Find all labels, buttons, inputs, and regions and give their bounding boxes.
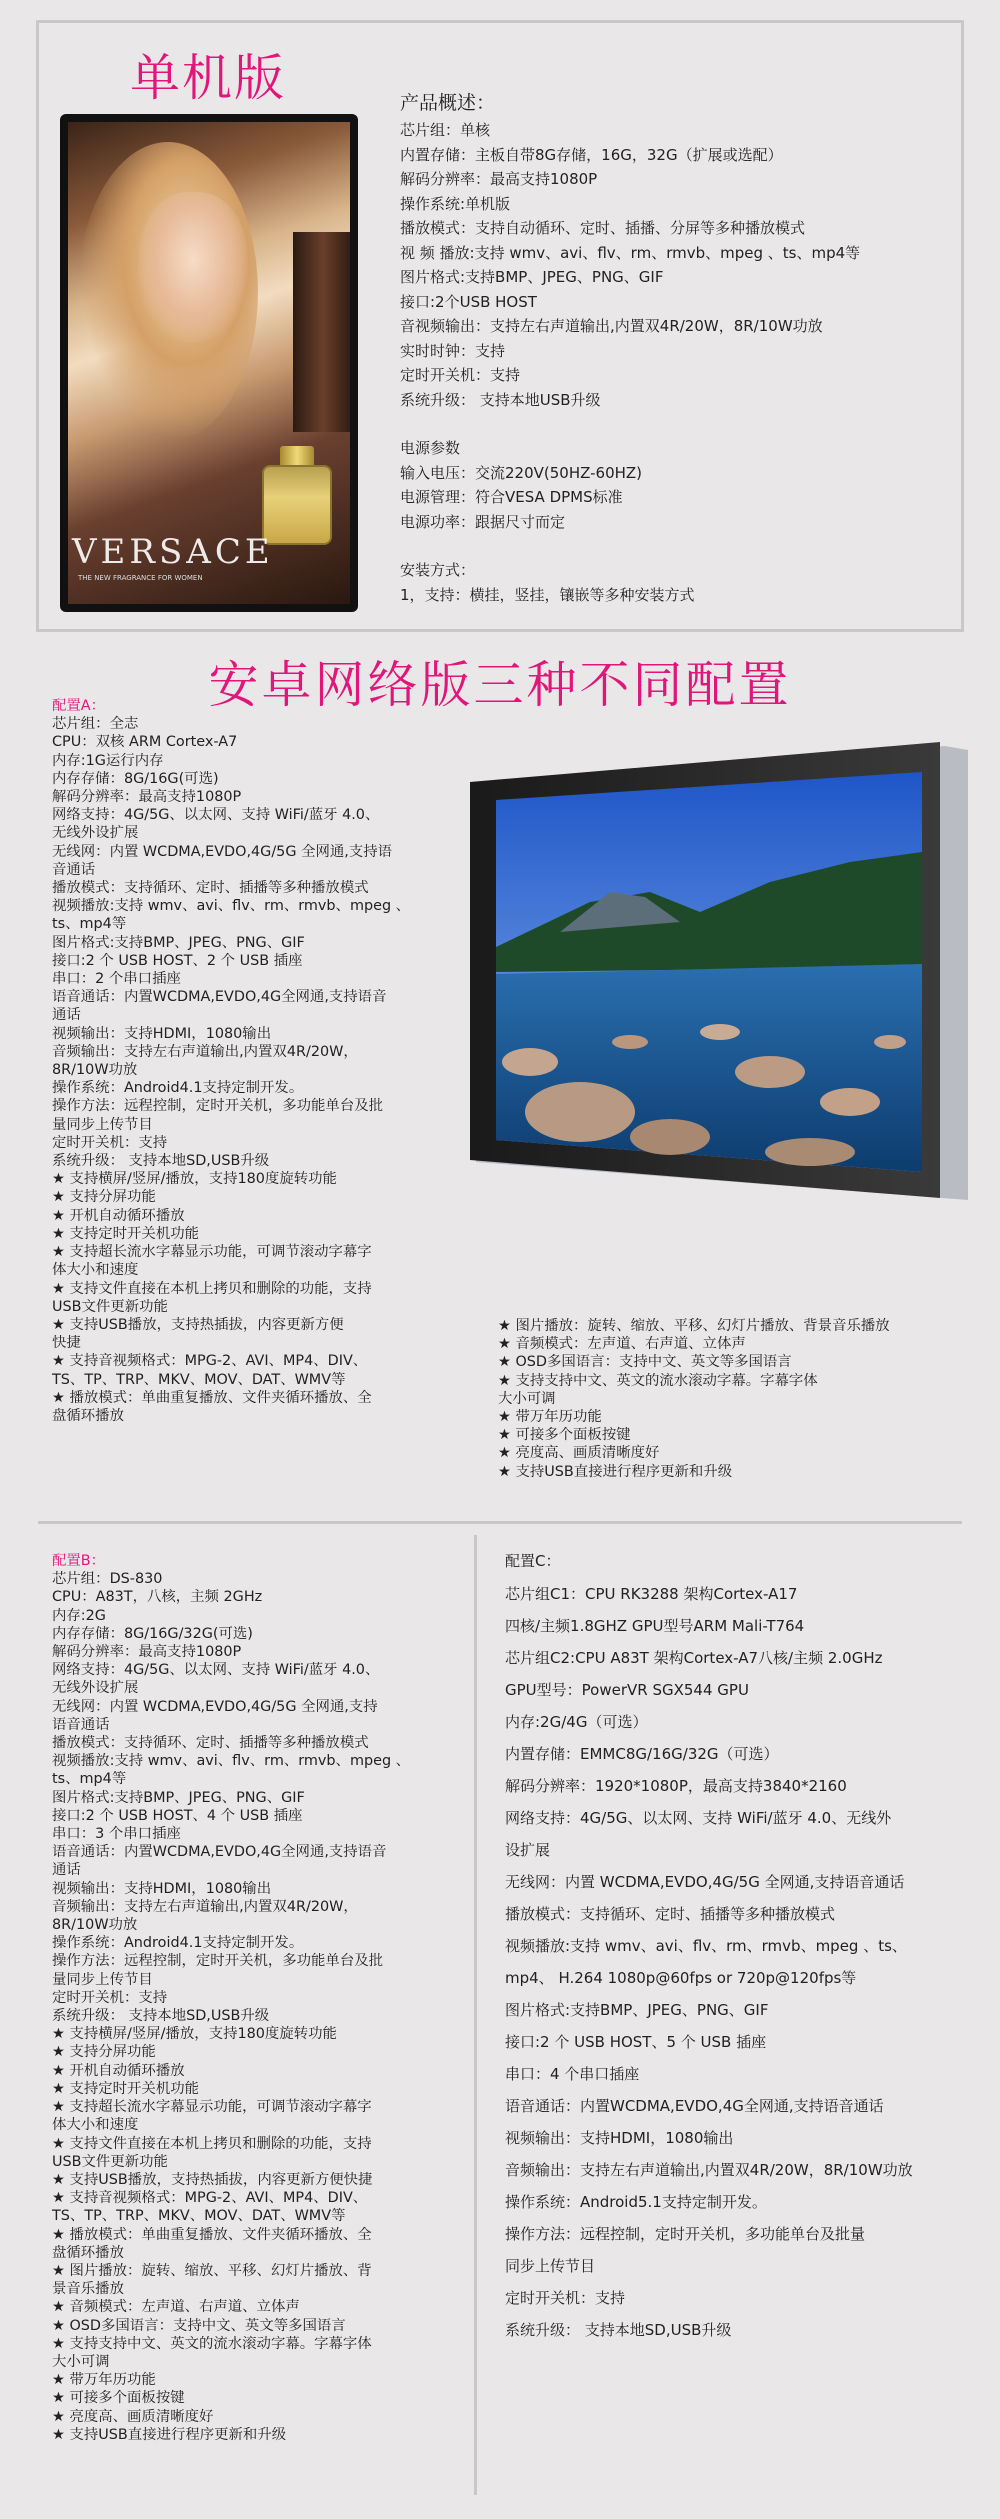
- spec-line: 定时开关机：支持: [400, 366, 521, 384]
- config-c-line: 操作系统：Android5.1支持定制开发。: [505, 2193, 767, 2211]
- config-a-line: 快捷: [52, 1335, 81, 1352]
- config-b-line: 内存:2G: [52, 1607, 106, 1624]
- config-a-line: ★ 支持文件直接在本机上拷贝和删除的功能，支持: [52, 1280, 372, 1297]
- spec-line: 接口:2个USB HOST: [400, 292, 537, 311]
- config-b-line: ★ 可接多个面板按键: [52, 2390, 185, 2407]
- config-b-line: USB文件更新功能: [52, 2153, 168, 2170]
- config-c-block: [505, 1550, 913, 2346]
- config-a-line: 接口:2 个 USB HOST、2 个 USB 插座: [52, 952, 303, 969]
- power-line: 输入电压：交流220V(50HZ-60HZ): [400, 463, 643, 482]
- config-c-line: 操作方法：远程控制，定时开关机，多功能单台及批量: [505, 2225, 866, 2243]
- config-b-line: 8R/10W功放: [52, 1917, 138, 1934]
- config-a-line: 播放模式：支持循环、定时、插播等多种播放模式: [52, 880, 369, 897]
- spec-line: 系统升级： 支持本地USB升级: [400, 390, 601, 409]
- config-a-label: 配置A：: [52, 698, 106, 714]
- config-b-line: 无线外设扩展: [52, 1680, 139, 1697]
- config-b-label: 配置B：: [52, 1553, 106, 1569]
- config-b-line: ★ 支持支持中文、英文的流水滚动字幕。字幕字体: [52, 2335, 372, 2352]
- config-a-line: ★ 支持定时开关机功能: [52, 1225, 199, 1242]
- overview-heading: 产品概述：: [400, 92, 496, 114]
- config-c-line: GPU型号：PowerVR SGX544 GPU: [505, 1681, 749, 1699]
- config-b-line: 播放模式：支持循环、定时、插播等多种播放模式: [52, 1735, 369, 1752]
- config-b-line: 内存存储：8G/16G/32G(可选): [52, 1625, 253, 1642]
- config-a-line: 无线网：内置 WCDMA,EVDO,4G/5G 全网通,支持语: [52, 843, 392, 860]
- config-a-line: 定时开关机：支持: [52, 1134, 168, 1151]
- config-c-line: 播放模式：支持循环、定时、插播等多种播放模式: [505, 1905, 836, 1923]
- ad-brand-logo: VERSACE: [72, 532, 274, 572]
- config-c-line: 图片格式:支持BMP、JPEG、PNG、GIF: [505, 2001, 769, 2019]
- config-b-line: 语音通话: [52, 1716, 110, 1733]
- config-b-line: ★ 播放模式：单曲重复播放、文件夹循环播放、全: [52, 2226, 372, 2243]
- config-c-line: 网络支持：4G/5G、以太网、支持 WiFi/蓝牙 4.0、无线外: [505, 1809, 892, 1827]
- config-a-line: ★ 支持超长流水字幕显示功能，可调节滚动字幕字: [52, 1244, 372, 1261]
- config-a-line: USB文件更新功能: [52, 1298, 168, 1315]
- config-a-line: 视频播放:支持 wmv、avi、flv、rm、rmvb、mpeg 、: [52, 898, 411, 915]
- config-a-line: 芯片组：全志: [52, 716, 139, 733]
- config-a-line: ★ 支持分屏功能: [52, 1189, 156, 1206]
- config-a-extra-line: 大小可调: [498, 1390, 556, 1407]
- config-c-lines: [505, 1578, 913, 2346]
- config-b-line: 视频播放:支持 wmv、avi、flv、rm、rmvb、mpeg 、: [52, 1753, 411, 1770]
- config-a-extra-lines: [498, 1317, 890, 1481]
- config-b-line: ★ 支持USB直接进行程序更新和升级: [52, 2426, 287, 2443]
- config-a-line: 串口：2 个串口插座: [52, 971, 181, 988]
- config-a-line: 网络支持：4G/5G、以太网、支持 WiFi/蓝牙 4.0、: [52, 807, 380, 824]
- config-c-line: 内置存储：EMMC8G/16G/32G（可选）: [505, 1745, 779, 1763]
- config-a-line: 内存存储：8G/16G(可选): [52, 770, 219, 787]
- config-c-line: 串口：4 个串口插座: [505, 2065, 640, 2083]
- config-b-line: ts、mp4等: [52, 1771, 127, 1788]
- config-b-line: ★ 亮度高、画质清晰度好: [52, 2408, 214, 2425]
- config-b-line: ★ 图片播放：旋转、缩放、平移、幻灯片播放、背: [52, 2262, 372, 2279]
- monitor-image: [470, 742, 968, 1200]
- config-b-line: 芯片组：DS-830: [52, 1571, 163, 1588]
- config-a-line: 音频输出：支持左右声道输出,内置双4R/20W，: [52, 1043, 358, 1060]
- config-c-line: 视频播放:支持 wmv、avi、flv、rm、rmvb、mpeg 、ts、: [505, 1937, 907, 1955]
- spec-line: 芯片组：单核: [400, 121, 491, 139]
- config-a-line: ★ 播放模式：单曲重复播放、文件夹循环播放、全: [52, 1389, 372, 1406]
- config-b-line: 无线网：内置 WCDMA,EVDO,4G/5G 全网通,支持: [52, 1698, 378, 1715]
- config-c-line: 接口:2 个 USB HOST、5 个 USB 插座: [505, 2033, 767, 2051]
- spec-line: 操作系统:单机版: [400, 194, 511, 213]
- spec-line: 解码分辨率：最高支持1080P: [400, 170, 598, 188]
- config-c-line: 芯片组C2:CPU A83T 架构Cortex-A7八核/主频 2.0GHz: [505, 1649, 883, 1667]
- config-b-lines: [52, 1570, 410, 2444]
- config-b-line: 景音乐播放: [52, 2281, 124, 2298]
- config-a-line: ★ 开机自动循环播放: [52, 1207, 185, 1224]
- config-c-line: 解码分辨率：1920*1080P，最高支持3840*2160: [505, 1777, 847, 1795]
- config-c-line: mp4、 H.264 1080p@60fps or 720p@120fps等: [505, 1969, 857, 1987]
- config-a-line: 音通话: [52, 861, 96, 878]
- config-a-line: 无线外设扩展: [52, 825, 139, 842]
- config-a-extra-line: ★ 支持USB直接进行程序更新和升级: [498, 1463, 733, 1480]
- config-b-line: 音频输出：支持左右声道输出,内置双4R/20W，: [52, 1898, 358, 1915]
- config-c-line: 视频输出：支持HDMI，1080输出: [505, 2129, 734, 2147]
- spec-line: 图片格式:支持BMP、JPEG、PNG、GIF: [400, 268, 664, 286]
- column-divider: [474, 1535, 477, 2495]
- config-a-line: 操作系统：Android4.1支持定制开发。: [52, 1080, 304, 1097]
- config-b-line: 大小可调: [52, 2353, 110, 2370]
- android-title: 安卓网络版三种不同配置: [208, 656, 792, 714]
- config-a-line: ts、mp4等: [52, 916, 127, 933]
- config-a-line: ★ 支持横屏/竖屏/播放，支持180度旋转功能: [52, 1171, 337, 1188]
- config-c-line: 无线网：内置 WCDMA,EVDO,4G/5G 全网通,支持语音通话: [505, 1873, 905, 1891]
- config-c-line: 语音通话：内置WCDMA,EVDO,4G全网通,支持语音通话: [505, 2097, 884, 2115]
- config-c-line: 四核/主频1.8GHZ GPU型号ARM Mali-T764: [505, 1617, 805, 1635]
- config-a-line: 解码分辨率：最高支持1080P: [52, 789, 242, 806]
- power-list: [400, 436, 860, 534]
- config-a-extra-line: ★ 可接多个面板按键: [498, 1427, 631, 1444]
- config-b-line: 语音通话：内置WCDMA,EVDO,4G全网通,支持语音: [52, 1844, 387, 1861]
- spec-line: 视 频 播放:支持 wmv、avi、flv、rm、rmvb、mpeg 、ts、mp4等: [400, 243, 861, 262]
- config-b-line: ★ 带万年历功能: [52, 2372, 156, 2389]
- config-b-line: 体大小和速度: [52, 2117, 139, 2134]
- config-b-line: ★ 开机自动循环播放: [52, 2062, 185, 2079]
- config-b-line: ★ 支持音视频格式：MPG-2、AVI、MP4、DIV、: [52, 2190, 368, 2207]
- config-b-line: TS、TP、TRP、MKV、MOV、DAT、WMV等: [52, 2208, 346, 2225]
- config-a-extra-line: ★ OSD多国语言：支持中文、英文等多国语言: [498, 1354, 792, 1371]
- config-b-line: 定时开关机：支持: [52, 1989, 168, 2006]
- config-a-line: 操作方法：远程控制，定时开关机，多功能单台及批: [52, 1098, 383, 1115]
- power-line: 电源功率：跟据尺寸而定: [400, 512, 566, 531]
- config-c-line: 系统升级： 支持本地SD,USB升级: [505, 2321, 732, 2339]
- install-line: 安装方式：: [400, 561, 476, 579]
- config-c-line: 设扩展: [505, 1841, 551, 1859]
- config-c-label: 配置C：: [505, 1552, 561, 1570]
- config-c-line: 定时开关机：支持: [505, 2289, 626, 2307]
- spec-line: 音视频输出：支持左右声道输出,内置双4R/20W，8R/10W功放: [400, 317, 823, 335]
- config-a-lines: [52, 715, 410, 1425]
- config-b-line: ★ 音频模式：左声道、右声道、立体声: [52, 2299, 300, 2316]
- spec-line: 播放模式：支持自动循环、定时、插播、分屏等多种播放模式: [400, 219, 806, 237]
- config-a-extra-line: ★ 音频模式：左声道、右声道、立体声: [498, 1336, 746, 1353]
- standalone-overview: [400, 88, 860, 607]
- config-a-extra-line: ★ 支持支持中文、英文的流水滚动字幕。字幕字体: [498, 1372, 818, 1389]
- config-b-line: ★ 支持文件直接在本机上拷贝和删除的功能，支持: [52, 2135, 372, 2152]
- power-line: 电源参数: [400, 439, 461, 457]
- config-b-line: ★ 支持分屏功能: [52, 2044, 156, 2061]
- config-c-line: 内存:2G/4G（可选）: [505, 1713, 648, 1731]
- config-b-line: 通话: [52, 1862, 81, 1879]
- config-a-line: ★ 支持音视频格式：MPG-2、AVI、MP4、DIV、: [52, 1353, 368, 1370]
- config-a-line: 内存:1G运行内存: [52, 752, 164, 769]
- config-a-line: 语音通话：内置WCDMA,EVDO,4G全网通,支持语音: [52, 989, 387, 1006]
- section-divider: [38, 1521, 962, 1524]
- spec-list: [400, 118, 860, 412]
- config-b-line: 图片格式:支持BMP、JPEG、PNG、GIF: [52, 1789, 305, 1806]
- config-a-block: [52, 697, 410, 1425]
- config-a-line: 量同步上传节目: [52, 1116, 153, 1133]
- config-b-line: 量同步上传节目: [52, 1971, 153, 1988]
- config-b-line: 串口：3 个串口插座: [52, 1826, 181, 1843]
- config-b-line: 操作方法：远程控制，定时开关机，多功能单台及批: [52, 1953, 383, 1970]
- config-a-line: 视频输出：支持HDMI，1080输出: [52, 1025, 272, 1042]
- spec-line: 实时时钟：支持: [400, 341, 506, 360]
- config-b-line: ★ 支持USB播放，支持热插拔，内容更新方便快捷: [52, 2171, 373, 2188]
- config-a-line: 系统升级： 支持本地SD,USB升级: [52, 1153, 270, 1170]
- config-a-extra-line: ★ 带万年历功能: [498, 1409, 602, 1426]
- config-b-line: 解码分辨率：最高支持1080P: [52, 1644, 242, 1661]
- ad-brand-tagline: THE NEW FRAGRANCE FOR WOMEN: [78, 574, 203, 582]
- config-a-line: CPU：双核 ARM Cortex-A7: [52, 734, 238, 751]
- config-b-line: 操作系统：Android4.1支持定制开发。: [52, 1935, 304, 1952]
- config-b-line: ★ 支持定时开关机功能: [52, 2080, 199, 2097]
- config-a-line: 盘循环播放: [52, 1407, 124, 1424]
- config-b-line: 盘循环播放: [52, 2244, 124, 2261]
- config-c-line: 音频输出：支持左右声道输出,内置双4R/20W，8R/10W功放: [505, 2161, 913, 2179]
- config-b-line: 系统升级： 支持本地SD,USB升级: [52, 2008, 270, 2025]
- config-b-line: CPU：A83T，八核，主频 2GHz: [52, 1589, 263, 1606]
- power-line: 电源管理：符合VESA DPMS标准: [400, 488, 623, 506]
- standalone-title: 单机版: [130, 49, 286, 107]
- config-b-line: ★ 支持超长流水字幕显示功能，可调节滚动字幕字: [52, 2099, 372, 2116]
- config-b-line: 视频输出：支持HDMI，1080输出: [52, 1880, 272, 1897]
- config-c-line: 同步上传节目: [505, 2257, 596, 2275]
- config-a-line: ★ 支持USB播放，支持热插拔，内容更新方便: [52, 1316, 344, 1333]
- install-line: 1，支持：横挂，竖挂，镶嵌等多种安装方式: [400, 585, 695, 604]
- config-b-block: [52, 1552, 410, 2444]
- config-a-line: 通话: [52, 1007, 81, 1024]
- config-a-line: 图片格式:支持BMP、JPEG、PNG、GIF: [52, 934, 305, 951]
- config-b-line: 网络支持：4G/5G、以太网、支持 WiFi/蓝牙 4.0、: [52, 1662, 380, 1679]
- config-a-line: 8R/10W功放: [52, 1062, 138, 1079]
- config-a-line: TS、TP、TRP、MKV、MOV、DAT、WMV等: [52, 1371, 346, 1388]
- config-b-line: ★ 支持横屏/竖屏/播放，支持180度旋转功能: [52, 2026, 337, 2043]
- config-a-line: 体大小和速度: [52, 1262, 139, 1279]
- config-c-line: 芯片组C1：CPU RK3288 架构Cortex-A17: [505, 1585, 798, 1603]
- install-list: [400, 558, 860, 607]
- config-b-line: 接口:2 个 USB HOST、4 个 USB 插座: [52, 1807, 303, 1824]
- spec-line: 内置存储：主板自带8G存储，16G，32G（扩展或选配）: [400, 145, 783, 164]
- config-b-line: ★ OSD多国语言：支持中文、英文等多国语言: [52, 2317, 346, 2334]
- config-a-extra-line: ★ 亮度高、画质清晰度好: [498, 1445, 660, 1462]
- config-a-extra-line: ★ 图片播放：旋转、缩放、平移、幻灯片播放、背景音乐播放: [498, 1318, 890, 1334]
